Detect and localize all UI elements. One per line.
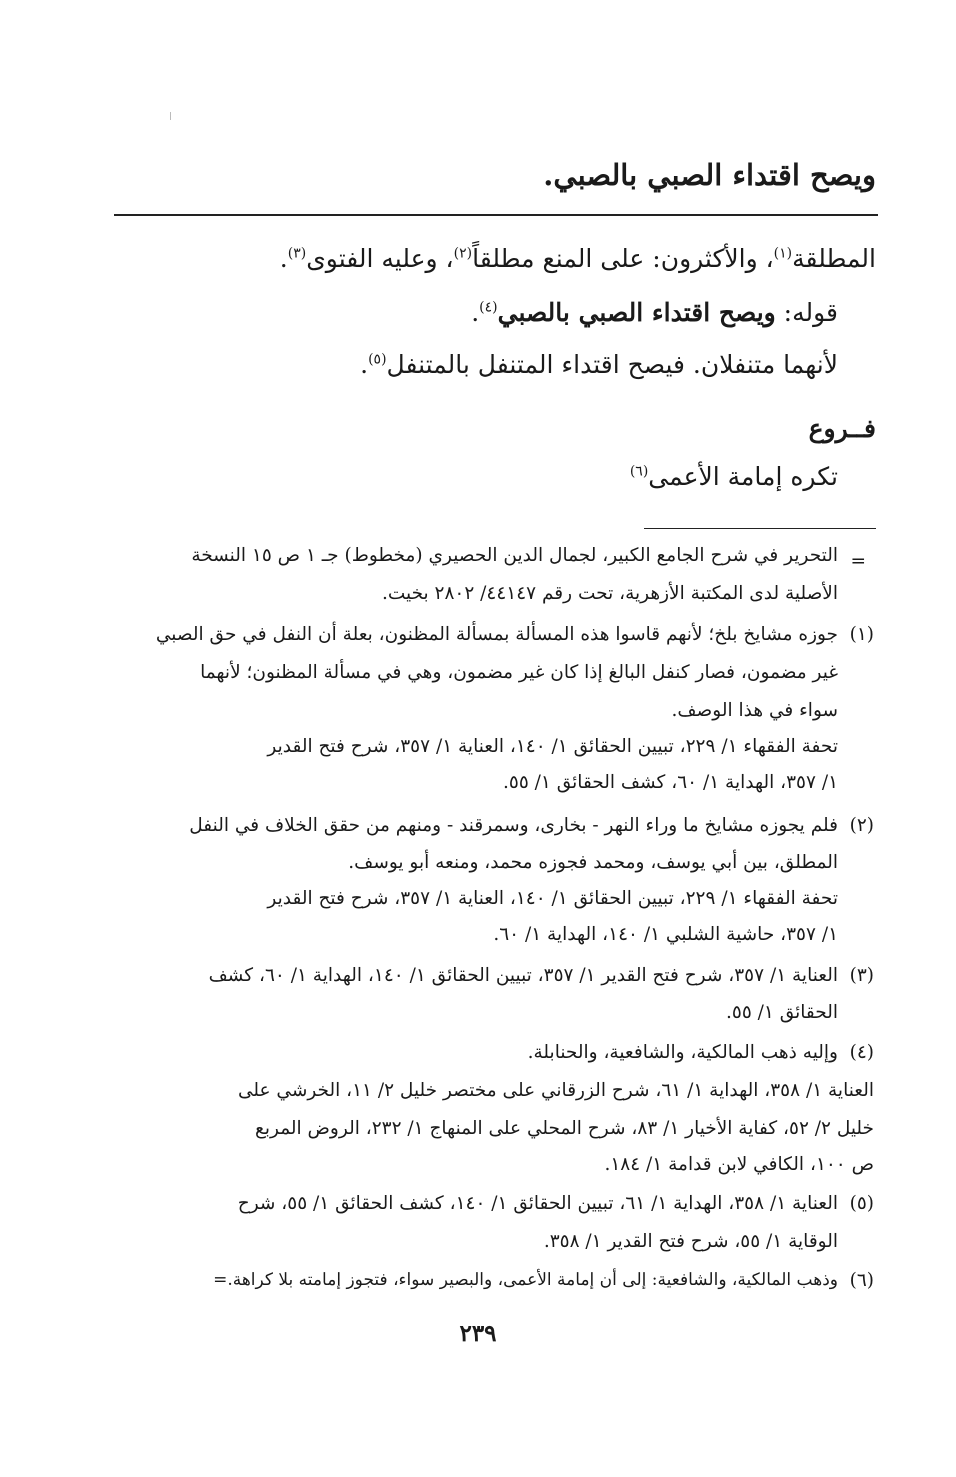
- text-segment: .: [360, 350, 369, 379]
- footnote-line: سواء في هذا الوصف.: [671, 700, 838, 721]
- footnote-number-6: (٦): [849, 1270, 874, 1291]
- bold-quote: ويصح اقتداء الصبي بالصبي: [497, 298, 776, 327]
- footnote-number-1: (١): [849, 624, 874, 645]
- text-segment: ، وعليه الفتوى: [306, 244, 454, 273]
- text-segment: .: [471, 298, 480, 327]
- footnote-rule: [644, 528, 876, 529]
- footnote-line: العناية ١/ ٣٥٨، الهداية ١/ ٦١، شرح الزرقاني على مختصر خليل ٢/ ١١، الخرشي على: [237, 1080, 874, 1101]
- footnote-ref-6: (٦): [629, 463, 649, 480]
- main-line-2: [471, 298, 838, 328]
- footnote-line: غير مضمون، فصار كنفل البالغ إذا كان غير مضمون، وهي في مسألة المظنون؛ لأنهما: [200, 662, 838, 683]
- footnote-line: الحقائق ١/ ٥٥.: [726, 1002, 838, 1023]
- section-title: فــروع: [808, 414, 876, 443]
- footnote-number-4: (٤): [849, 1042, 874, 1063]
- text-segment: قوله:: [775, 298, 838, 327]
- main-line-1: [280, 244, 876, 274]
- text-segment: .: [279, 244, 288, 273]
- footnote-number-3: (٣): [849, 965, 874, 986]
- footnote-number-2: (٢): [849, 815, 874, 836]
- scan-mark: [170, 112, 171, 120]
- footnote-ref-4: (٤): [479, 299, 498, 316]
- footnote-line: جوزه مشايخ بلخ؛ لأنهم قاسوا هذه المسألة بمسألة المظنون، بعلة أن النفل في حق الصبي: [155, 624, 838, 645]
- footnote-line: الوقاية ١/ ٥٥، شرح فتح القدير ١/ ٣٥٨.: [543, 1231, 838, 1252]
- text-segment: لأنهما متنفلان. فيصح اقتداء المتنفل بالمتنفل: [386, 350, 838, 379]
- page-number: ٢٣٩: [459, 1320, 497, 1347]
- footnote-line: ص ١٠٠، الكافي لابن قدامة ١/ ١٨٤.: [604, 1154, 874, 1175]
- footnote-line: العناية ١/ ٣٥٧، شرح فتح القدير ١/ ٣٥٧، تبيين الحقائق ١/ ١٤٠، الهداية ١/ ٦٠، كشف: [208, 965, 838, 986]
- footnote-line: الأصلية لدى المكتبة الأزهرية، تحت رقم ٤٤١٤٧/ ٢٨٠٢ بخيت.: [381, 583, 838, 604]
- footnote-line: تحفة الفقهاء ١/ ٢٢٩، تبيين الحقائق ١/ ١٤٠، العناية ١/ ٣٥٧، شرح فتح القدير: [267, 736, 838, 757]
- footnote-line: فلم يجوزه مشايخ ما وراء النهر - بخارى، وسمرقند - ومنهم من حقق الخلاف في النفل: [189, 815, 838, 836]
- footnote-line: العناية ١/ ٣٥٨، الهداية ١/ ٦١، تبيين الحقائق ١/ ١٤٠، كشف الحقائق ١/ ٥٥، شرح: [237, 1193, 838, 1214]
- footnote-line: وإليه ذهب المالكية، والشافعية، والحنابلة.: [527, 1042, 838, 1063]
- footnote-line: ١/ ٣٥٧، حاشية الشلبي ١/ ١٤٠، الهداية ١/ ٦٠.: [493, 924, 838, 945]
- header-title: ويصح اقتداء الصبي بالصبي.: [543, 158, 876, 192]
- continuation-marker: =: [850, 551, 866, 572]
- footnote-number-5: (٥): [849, 1193, 874, 1214]
- footnote-line: وذهب المالكية، والشافعية: إلى أن إمامة الأعمى، والبصير سواء، فتجوز إمامته بلا كراهة.=: [213, 1270, 838, 1290]
- text-segment: ، والأكثرون: على المنع مطلقاً: [472, 244, 774, 273]
- text-segment: المطلقة: [792, 244, 876, 273]
- main-line-3: [360, 350, 838, 380]
- footnote-line: تحفة الفقهاء ١/ ٢٢٩، تبيين الحقائق ١/ ١٤٠، العناية ١/ ٣٥٧، شرح فتح القدير: [267, 888, 838, 909]
- footnote-line: خليل ٢/ ٥٢، كفاية الأخيار ١/ ٨٣، شرح المحلي على المنهاج ١/ ٢٣٢، الروض المربع: [255, 1118, 874, 1139]
- footnote-ref-3: (٣): [287, 245, 307, 262]
- footnote-line: التحرير في شرح الجامع الكبير، لجمال الدين الحصيري (مخطوط) جـ ١ ص ١٥ النسخة: [191, 545, 838, 566]
- footnote-ref-2: (٢): [453, 245, 473, 262]
- footnote-ref-1: (١): [773, 245, 793, 262]
- footnote-line: ١/ ٣٥٧، الهداية ١/ ٦٠، كشف الحقائق ١/ ٥٥.: [503, 772, 838, 793]
- main-line-4: [630, 462, 838, 492]
- header-rule: [114, 214, 878, 216]
- text-segment: تكره إمامة الأعمى: [648, 462, 838, 491]
- footnote-line: المطلق، بين أبي يوسف، ومحمد فجوزه محمد، ومنعه أبو يوسف.: [348, 852, 838, 873]
- footnote-ref-5: (٥): [368, 351, 387, 368]
